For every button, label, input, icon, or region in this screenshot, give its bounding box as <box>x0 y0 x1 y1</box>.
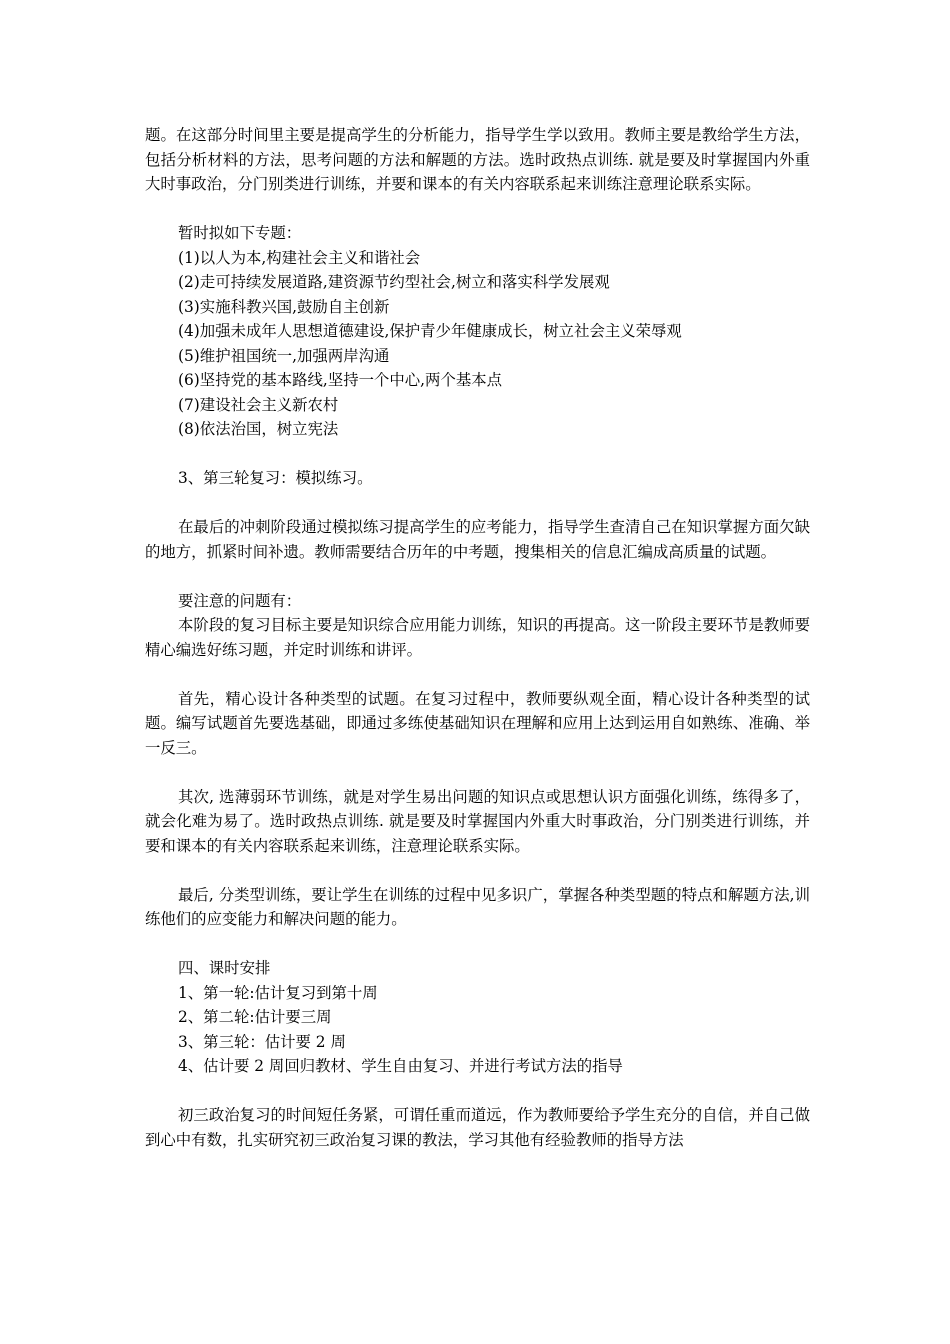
topic-item: (1)以人为本,构建社会主义和谐社会 <box>178 248 421 267</box>
paragraph-spacer <box>145 858 810 883</box>
notes-intro: 要注意的问题有： <box>178 591 302 610</box>
schedule-item: 2、第二轮:估计要三周 <box>178 1008 332 1026</box>
paragraph-analysis: 题。在这部分时间里主要是提高学生的分析能力，指导学生学以致用。教师主要是教给学生方法，包括分析材料的方法，思考问题的方法和解题的方法。选时政热点训练. 就是要及时掌握国内外重大时事政治，分门别类进行训练，并要和课本的有关内容联系起来训练注意理论联系实际。 <box>145 126 810 193</box>
topic-item: (6)坚持党的基本路线,坚持一个中心,两个基本点 <box>178 371 503 389</box>
paragraph-spacer <box>145 932 810 957</box>
schedule-heading: 四、课时安排 <box>178 959 271 977</box>
paragraph-final: 初三政治复习的时间短任务紧，可谓任重而道远，作为教师要给予学生充分的自信，并自己做到心中有数，扎实研究初三政治复习课的教法，学习其他有经验教师的指导方法 <box>145 1106 810 1149</box>
topic-item: (4)加强未成年人思想道德建设,保护青少年健康成长，树立社会主义荣辱观 <box>178 322 682 340</box>
topic-item: (8)依法治国，树立宪法 <box>178 420 339 438</box>
topic-item: (2)走可持续发展道路,建资源节约型社会,树立和落实科学发展观 <box>178 273 610 291</box>
schedule-item: 1、第一轮:估计复习到第十周 <box>178 983 378 1002</box>
paragraph-spacer <box>145 564 810 589</box>
paragraph-round3: 在最后的冲刺阶段通过模拟练习提高学生的应考能力，指导学生查清自己在知识掌握方面欠缺的地方，抓紧时间补遗。教师需要结合历年的中考题，搜集相关的信息汇编成高质量的试题。 <box>145 518 810 561</box>
topics-intro: 暂时拟如下专题： <box>178 224 302 242</box>
paragraph-spacer <box>145 491 810 516</box>
paragraph-second: 其次, 选薄弱环节训练，就是对学生易出问题的知识点或思想认识方面强化训练，练得多了，就会化难为易了。选时政热点训练. 就是要及时掌握国内外重大时事政治，分门别类进行训练，并要和课本的有关内容联系起来训练，注意理论联系实际。 <box>145 787 810 855</box>
schedule-item: 4、估计要 2 周回归教材、学生自由复习、并进行考试方法的指导 <box>178 1057 623 1075</box>
paragraph-first: 首先，精心设计各种类型的试题。在复习过程中，教师要纵观全面，精心设计各种类型的试题。编写试题首先要选基础，即通过多练使基础知识在理解和应用上达到运用自如熟练、准确、举一反三。 <box>145 689 810 757</box>
document-body <box>145 123 810 1152</box>
topic-item: (3)实施科教兴国,鼓励自主创新 <box>178 297 390 316</box>
topic-item: (5)维护祖国统一,加强两岸沟通 <box>178 346 390 365</box>
paragraph-notes: 本阶段的复习目标主要是知识综合应用能力训练，知识的再提高。这一阶段主要环节是教师要精心编选好练习题，并定时训练和讲评。 <box>145 616 810 659</box>
paragraph-spacer <box>145 662 810 687</box>
topic-item: (7)建设社会主义新农村 <box>178 395 339 414</box>
paragraph-spacer <box>145 442 810 467</box>
schedule-item: 3、第三轮：估计要 2 周 <box>178 1032 346 1051</box>
round3-heading: 3、第三轮复习：模拟练习。 <box>178 469 373 487</box>
paragraph-spacer <box>145 197 810 222</box>
paragraph-spacer <box>145 1079 810 1104</box>
paragraph-last: 最后, 分类型训练，要让学生在训练的过程中见多识广，掌握各种类型题的特点和解题方法,训练他们的应变能力和解决问题的能力。 <box>145 885 810 928</box>
paragraph-spacer <box>145 760 810 785</box>
